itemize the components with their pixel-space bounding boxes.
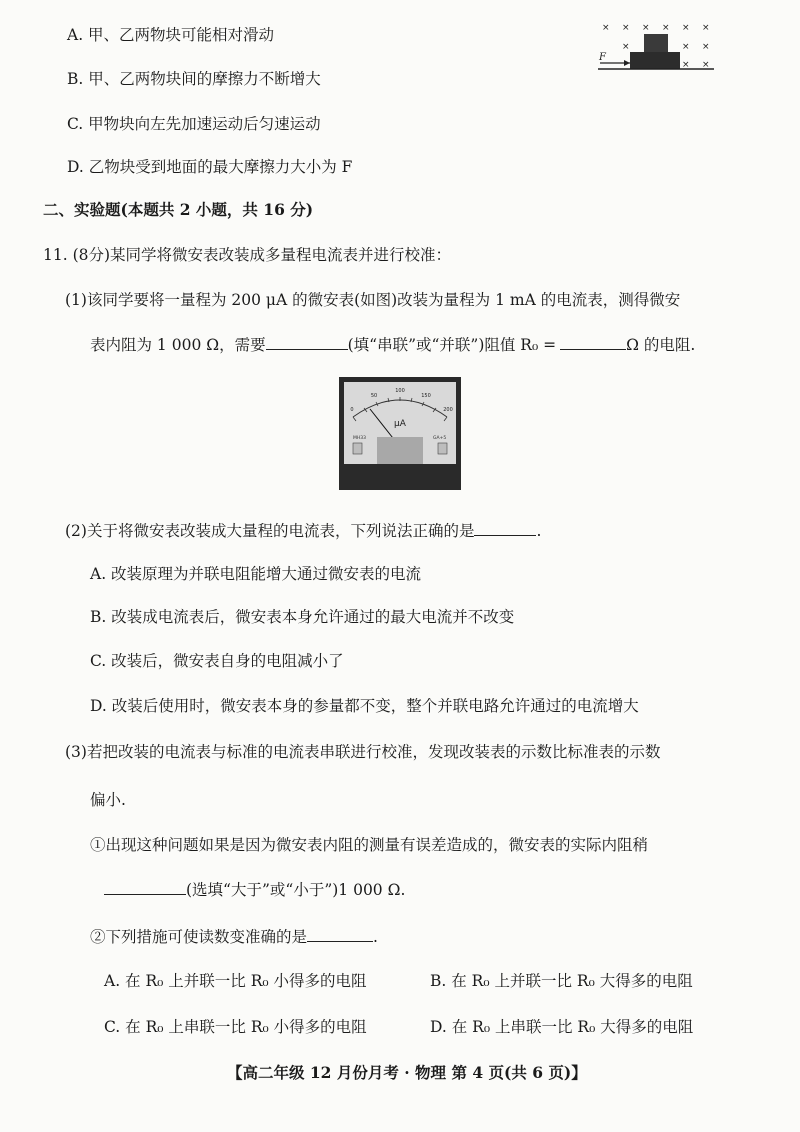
terminal-right — [438, 443, 447, 454]
scale-label-50: 50 — [370, 393, 378, 399]
force-label: F — [599, 52, 606, 63]
force-arrow-head — [624, 60, 630, 66]
q11-part3-sub1-text: (选填“大于”或“小于”)1 000 Ω. — [186, 881, 406, 899]
svg-text:×: × — [702, 23, 710, 33]
q11-part3-line2: 偏小. — [90, 791, 126, 809]
q11-part1-text-b: (填“串联”或“并联”)阻值 R₀ = — [347, 336, 557, 354]
q10-option-c: C. 甲物块向左先加速运动后匀速运动 — [67, 115, 321, 133]
meter-movement — [377, 437, 423, 464]
answer-blank-part2[interactable] — [474, 519, 536, 536]
svg-text:×: × — [682, 42, 690, 52]
block-jia — [644, 34, 668, 52]
answer-blank-resistance-compare[interactable] — [104, 878, 186, 895]
q11-part2-text: (2)关于将微安表改装成大量程的电流表，下列说法正确的是 — [65, 522, 475, 540]
svg-text:×: × — [602, 23, 610, 33]
q11-part3-sub2-end: . — [373, 928, 378, 946]
q11-part3-line1: (3)若把改装的电流表与标准的电流表串联进行校准，发现改装表的示数比标准表的示数 — [65, 743, 661, 761]
q11-part1-line1: (1)该同学要将一量程为 200 μA 的微安表(如图)改装为量程为 1 mA 的电流表，测得微安 — [65, 291, 681, 309]
q11-part3-sub1-line1: ①出现这种问题如果是因为微安表内阻的测量有误差造成的，微安表的实际内阻稍 — [90, 836, 649, 854]
microammeter-photo — [339, 377, 461, 490]
q11-part1-text-c: Ω 的电阻. — [626, 336, 696, 354]
q11-part3-option-a: A. 在 R₀ 上并联一比 R₀ 小得多的电阻 — [104, 972, 367, 990]
svg-text:×: × — [702, 42, 710, 52]
q11-part2-stem — [65, 519, 541, 542]
blocks-diagram — [596, 20, 716, 78]
q11-part3-option-d: D. 在 R₀ 上串联一比 R₀ 大得多的电阻 — [430, 1018, 694, 1036]
page-footer: 【高二年级 12 月份月考 · 物理 第 4 页(共 6 页)】 — [227, 1063, 587, 1082]
block-yi — [630, 52, 680, 69]
meter-right-plate: GA+5 — [433, 436, 447, 441]
svg-text:×: × — [622, 23, 630, 33]
q11-part1-line2 — [90, 333, 695, 356]
q10-option-a: A. 甲、乙两物块可能相对滑动 — [67, 26, 275, 44]
q10-option-d: D. 乙物块受到地面的最大摩擦力大小为 F — [67, 158, 353, 176]
q11-part3-sub2 — [90, 925, 378, 948]
q11-part2-option-a: A. 改装原理为并联电阻能增大通过微安表的电流 — [90, 565, 422, 583]
meter-unit: μA — [394, 419, 406, 429]
q11-part3-sub1-line2 — [104, 878, 405, 901]
answer-blank-part3[interactable] — [307, 925, 373, 942]
answer-blank-connection[interactable] — [266, 333, 348, 350]
scale-label-150: 150 — [421, 393, 431, 399]
svg-text:×: × — [682, 23, 690, 33]
svg-text:×: × — [642, 23, 650, 33]
answer-blank-resistance[interactable] — [560, 333, 626, 350]
q11-part3-option-b: B. 在 R₀ 上并联一比 R₀ 大得多的电阻 — [430, 972, 693, 990]
q11-part2-end: . — [536, 522, 542, 540]
q11-intro: 11. (8分)某同学将微安表改装成多量程电流表并进行校准： — [43, 246, 452, 264]
scale-label-0: 0 — [350, 407, 354, 413]
section-heading: 二、实验题(本题共 2 小题，共 16 分) — [43, 200, 314, 219]
meter-left-plate: MH33 — [353, 436, 366, 441]
q11-part2-option-b: B. 改装成电流表后，微安表本身允许通过的最大电流并不改变 — [90, 608, 515, 626]
svg-text:×: × — [702, 60, 710, 70]
scale-label-200: 200 — [443, 407, 453, 413]
q11-part2-option-c: C. 改装后，微安表自身的电阻减小了 — [90, 652, 344, 670]
svg-text:×: × — [662, 23, 670, 33]
q11-part3-option-c: C. 在 R₀ 上串联一比 R₀ 小得多的电阻 — [104, 1018, 367, 1036]
svg-text:×: × — [622, 42, 630, 52]
q11-part1-text-a: 表内阻为 1 000 Ω，需要 — [90, 336, 266, 354]
svg-text:×: × — [682, 60, 690, 70]
q11-part2-option-d: D. 改装后使用时，微安表本身的参量都不变，整个并联电路允许通过的电流增大 — [90, 697, 639, 715]
scale-label-100: 100 — [395, 388, 405, 394]
q11-part3-sub2-text: ②下列措施可使读数变准确的是 — [90, 928, 308, 946]
terminal-left — [353, 443, 362, 454]
q10-option-b: B. 甲、乙两物块间的摩擦力不断增大 — [67, 70, 321, 88]
